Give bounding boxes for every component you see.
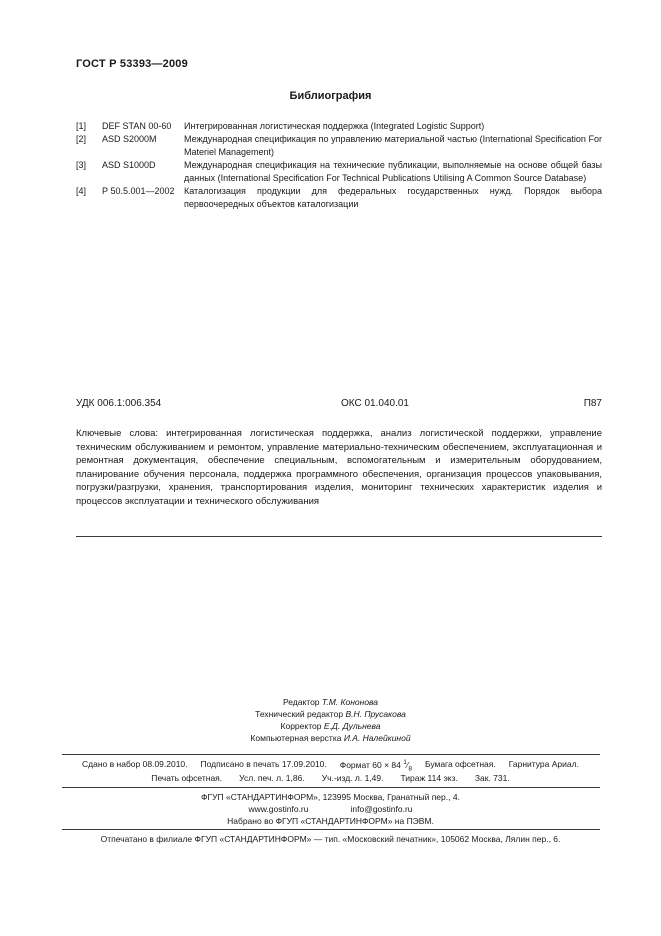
entry-text: Международная спецификация на технические публикации, выполняемые на основе общей базы данных (International Specification For Technical Publications Utilising A Common Source Database) xyxy=(184,160,602,183)
publisher-contacts xyxy=(0,804,661,814)
editor-role: Компьютерная верстка xyxy=(250,733,342,743)
entry-text: Международная спецификация по управлению материальной частью (International Specification For Materiel Management) xyxy=(184,134,602,157)
bibliography-list xyxy=(76,120,602,211)
imprint-line-1 xyxy=(0,759,661,773)
bibliography-entry xyxy=(76,159,602,185)
imprint-print-type: Печать офсетная. xyxy=(151,773,223,783)
entry-standard-code: ASD S1000D xyxy=(102,160,156,170)
divider-after-keywords xyxy=(76,536,602,537)
editor-line xyxy=(0,708,661,720)
entry-ref-number: [3] xyxy=(76,160,87,170)
entry-standard-code: Р 50.5.001—2002 xyxy=(102,186,175,196)
editor-name: И.А. Налейкиной xyxy=(343,733,411,743)
typeset-note: Набрано во ФГУП «СТАНДАРТИНФОРМ» на ПЭВМ. xyxy=(227,816,434,826)
editor-name: Е.Д. Дульнева xyxy=(323,721,381,731)
imprint-conv-sheets: Усл. печ. л. 1,86. xyxy=(239,773,305,783)
entry-text: Каталогизация продукции для федеральных государственных нужд. Порядок выбора первоочередных объектов каталогизации xyxy=(184,186,602,209)
imprint-set-date: Сдано в набор 08.09.2010. xyxy=(82,759,188,769)
editor-role: Технический редактор xyxy=(255,709,344,719)
imprint-pub-sheets: Уч.-изд. л. 1,49. xyxy=(321,773,384,783)
entry-standard-code: DEF STAN 00-60 xyxy=(102,121,172,131)
oks-code: ОКС 01.040.01 xyxy=(341,398,409,409)
editor-line xyxy=(0,696,661,708)
bibliography-entry xyxy=(76,133,602,159)
colophon-editors xyxy=(0,696,661,744)
editor-name: В.Н. Прусакова xyxy=(345,709,406,719)
udk-code: УДК 006.1:006.354 xyxy=(76,398,162,409)
doc-number: ГОСТ Р 53393—2009 xyxy=(76,58,188,70)
entry-ref-number: [2] xyxy=(76,134,87,144)
divider-printed-top xyxy=(62,829,600,830)
editor-role: Корректор xyxy=(280,721,322,731)
imprint-order: Зак. 731. xyxy=(474,773,510,783)
section-title: Библиография xyxy=(289,90,372,102)
subject-index-code: П87 xyxy=(583,398,602,409)
entry-ref-number: [4] xyxy=(76,186,87,196)
printed-at-note: Отпечатано в филиале ФГУП «СТАНДАРТИНФОРМ» — тип. «Московский печатник», 105062 Москва, Лялин пер., 6. xyxy=(100,834,561,844)
bibliography-entry xyxy=(76,185,602,211)
editor-name: Т.М. Кононова xyxy=(321,697,379,707)
editor-line xyxy=(0,720,661,732)
bibliography-entry xyxy=(76,120,602,133)
imprint-circulation: Тираж 114 экз. xyxy=(400,773,458,783)
publisher-address: ФГУП «СТАНДАРТИНФОРМ», 123995 Москва, Гранатный пер., 4. xyxy=(201,792,460,802)
imprint-line-2 xyxy=(0,773,661,783)
imprint-format: Формат 60 × 84 $^1⁄_8$ xyxy=(339,759,412,773)
publisher-email: info@gostinfo.ru xyxy=(350,804,413,814)
format-fraction: $^1⁄_8$ xyxy=(403,759,412,773)
entry-standard-code: ASD S2000M xyxy=(102,134,157,144)
publisher-website: www.gostinfo.ru xyxy=(248,804,309,814)
classification-row xyxy=(76,398,602,412)
keywords-paragraph: Ключевые слова: интегрированная логистическая поддержка, анализ логистической поддержки, управление техническим обслуживанием и ремонтом, управление материально-техническим обеспечением, эксплуатационная и ремонтная документация, обеспечение специальным, вспомогательным и измерительным оборудованием, планирование обучения персонала, поддержка программного обеспечения, организация процессов упаковывания, погрузки/разгрузки, хранения, транспортирования изделия, мониторинг технических характеристик изделия и процессов эксплуатации и технического обслуживания xyxy=(76,428,602,507)
entry-text: Интегрированная логистическая поддержка (Integrated Logistic Support) xyxy=(184,121,485,131)
imprint-paper: Бумага офсетная. xyxy=(424,759,496,769)
imprint-typeface: Гарнитура Ариал. xyxy=(508,759,579,769)
divider-imprint-top xyxy=(62,754,600,755)
entry-ref-number: [1] xyxy=(76,121,87,131)
editor-line xyxy=(0,732,661,744)
divider-publisher-top xyxy=(62,787,600,788)
imprint-sign-date: Подписано в печать 17.09.2010. xyxy=(200,759,327,769)
editor-role: Редактор xyxy=(282,697,320,707)
